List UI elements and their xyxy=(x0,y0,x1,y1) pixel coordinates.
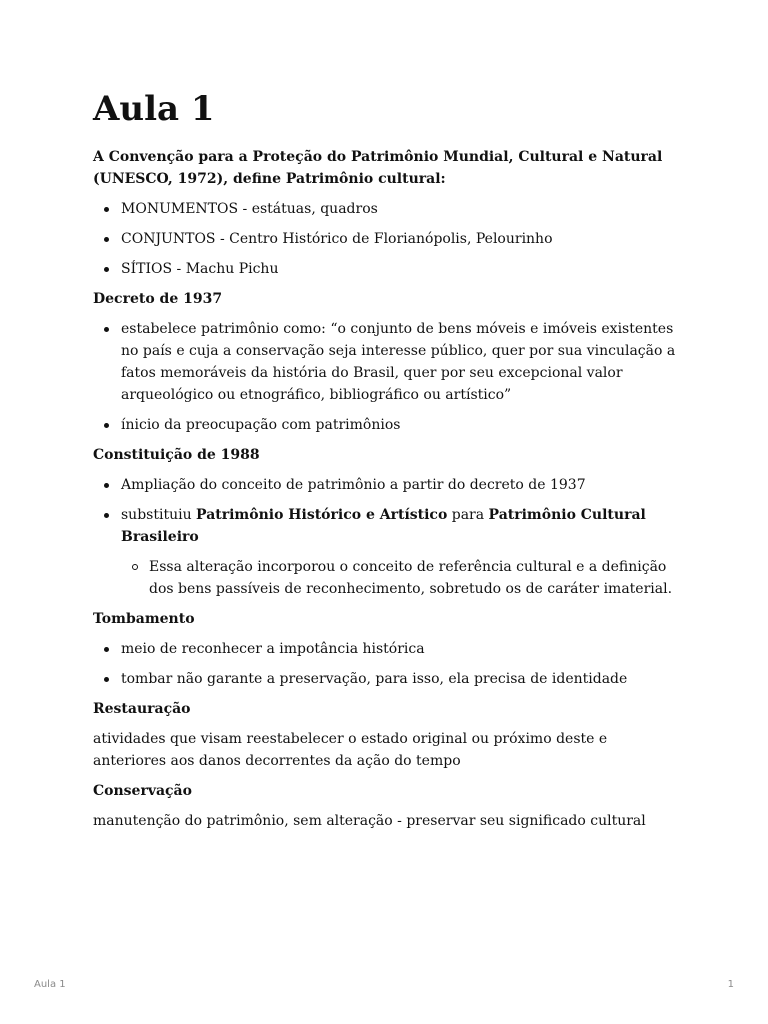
list-item: meio de reconhecer a impotância histórica xyxy=(93,638,683,660)
document-body xyxy=(93,88,683,840)
list-item: Essa alteração incorporou o conceito de referência cultural e a definição dos bens passíveis de reconhecimento, sobretudo os de caráter imaterial. xyxy=(121,556,683,600)
constituicao-list xyxy=(93,474,683,600)
tombamento-list xyxy=(93,638,683,690)
section-heading-constituicao: Constituição de 1988 xyxy=(93,447,260,463)
decreto-list xyxy=(93,318,683,436)
section-heading-restauracao: Restauração xyxy=(93,701,191,717)
footer-document-title: Aula 1 xyxy=(34,979,66,990)
list-item: ínicio da preocupação com patrimônios xyxy=(93,414,683,436)
bullet-icon xyxy=(104,237,109,242)
bullet-icon xyxy=(104,327,109,332)
list-item: CONJUNTOS - Centro Histórico de Florianópolis, Pelourinho xyxy=(93,228,683,250)
bold-term: Patrimônio Histórico e Artístico xyxy=(196,507,448,523)
section-heading-tombamento: Tombamento xyxy=(93,611,195,627)
restauracao-text: atividades que visam reestabelecer o estado original ou próximo deste e anteriores aos danos decorrentes da ação do tempo xyxy=(93,731,608,769)
circle-bullet-icon xyxy=(132,564,138,570)
bullet-icon xyxy=(104,483,109,488)
list-item: Ampliação do conceito de patrimônio a partir do decreto de 1937 xyxy=(93,474,683,496)
bullet-icon xyxy=(104,647,109,652)
list-item: substituiu Patrimônio Histórico e Artístico para Patrimônio Cultural Brasileiro Essa alteração incorporou o conceito de referência cultural e a definição dos bens passíveis de reconhecimento, sobretudo os de caráter imaterial. xyxy=(93,504,683,600)
nested-list xyxy=(121,556,683,600)
intro-paragraph: A Convenção para a Proteção do Patrimônio Mundial, Cultural e Natural (UNESCO, 1972), define Patrimônio cultural: xyxy=(93,149,663,187)
section-heading-conservacao: Conservação xyxy=(93,783,192,799)
bullet-icon xyxy=(104,207,109,212)
list-item: tombar não garante a preservação, para isso, ela precisa de identidade xyxy=(93,668,683,690)
bullet-icon xyxy=(104,677,109,682)
section-heading-decreto: Decreto de 1937 xyxy=(93,291,223,307)
page-title: Aula 1 xyxy=(93,89,215,129)
list-item: SÍTIOS - Machu Pichu xyxy=(93,258,683,280)
conservacao-text: manutenção do patrimônio, sem alteração - preservar seu significado cultural xyxy=(93,813,646,829)
list-item: estabelece patrimônio como: “o conjunto de bens móveis e imóveis existentes no país e cuja a conservação seja interesse público, quer por sua vinculação a fatos memoráveis da história do Brasil, quer por seu excepcional valor arqueológico ou etnográfico, bibliográfico ou artístico” xyxy=(93,318,683,406)
bullet-icon xyxy=(104,513,109,518)
bullet-icon xyxy=(104,267,109,272)
list-item: MONUMENTOS - estátuas, quadros xyxy=(93,198,683,220)
footer-page-number: 1 xyxy=(727,979,734,990)
bold-term: Patrimônio Cultural Brasileiro xyxy=(121,507,646,545)
bullet-icon xyxy=(104,423,109,428)
patrimonio-list xyxy=(93,198,683,280)
